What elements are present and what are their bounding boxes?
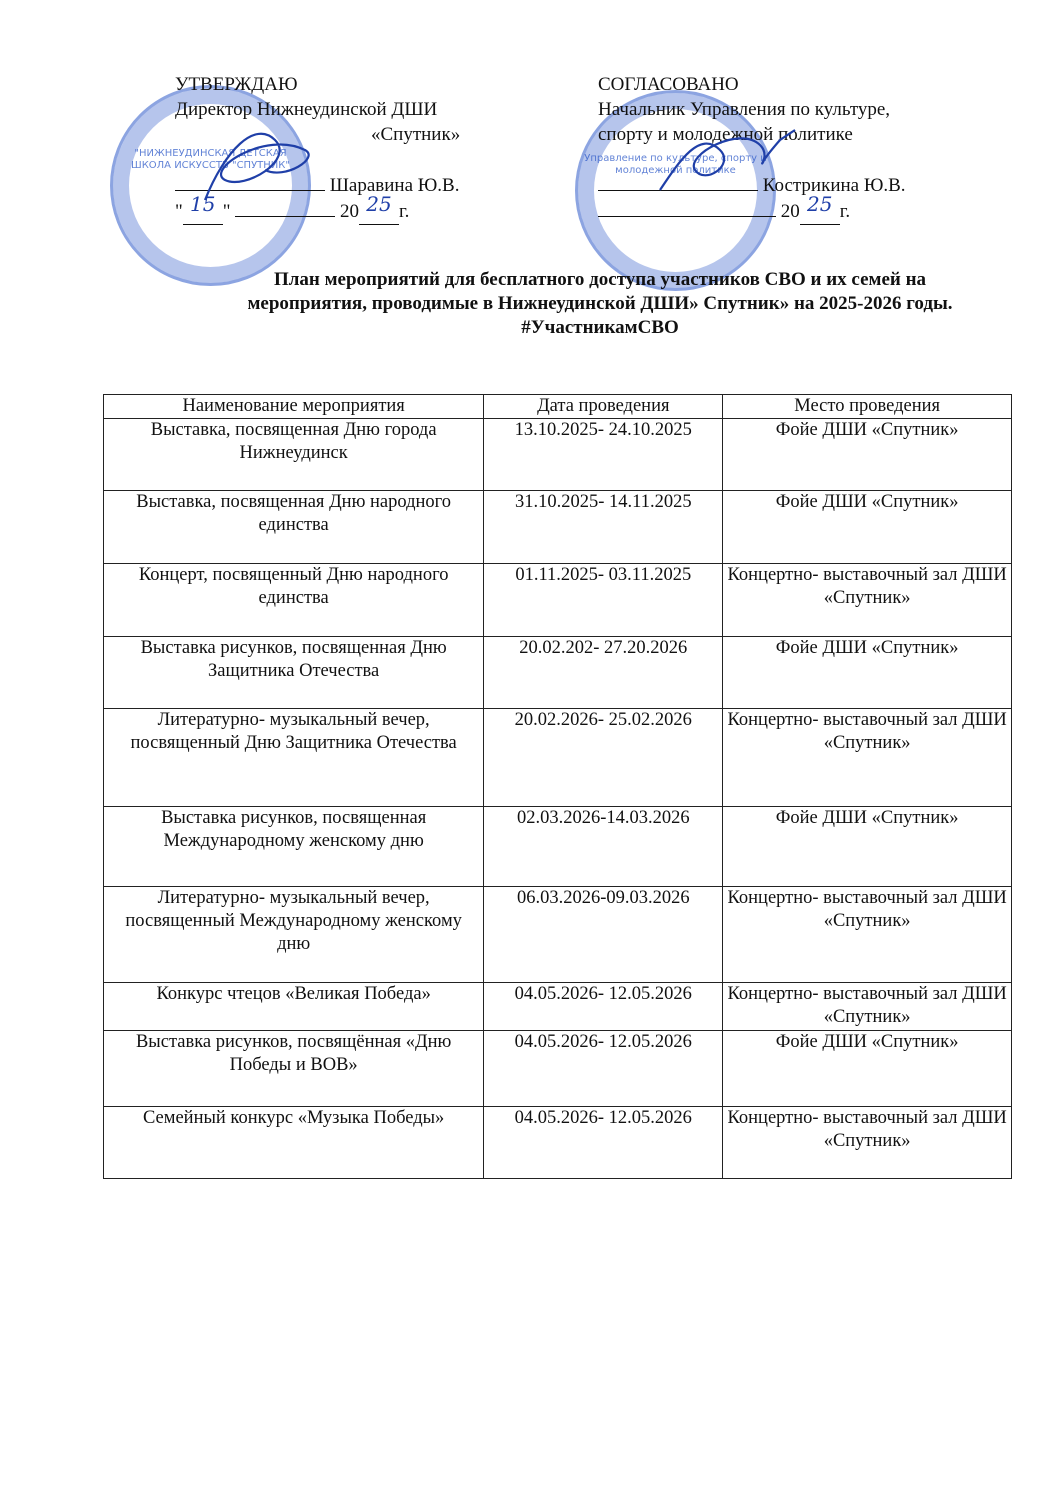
- year-unit: г.: [839, 201, 851, 222]
- table-row: [104, 637, 1012, 709]
- table-row: [104, 491, 1012, 564]
- approval-left-school: «Спутник»: [371, 124, 461, 145]
- quote-open: ": [175, 201, 183, 222]
- event-name: Выставка рисунков, посвященная Дню Защитника Отечества: [104, 637, 484, 709]
- event-place: Фойе ДШИ «Спутник»: [723, 419, 1012, 491]
- event-place: Концертно- выставочный зал ДШИ «Спутник»: [723, 709, 1012, 807]
- event-date: 02.03.2026-14.03.2026: [484, 807, 723, 887]
- approval-left-signer: Шаравина Ю.В.: [329, 175, 460, 196]
- event-date: 04.05.2026- 12.05.2026: [484, 1107, 723, 1179]
- event-date: 01.11.2025- 03.11.2025: [484, 564, 723, 637]
- event-date: 31.10.2025- 14.11.2025: [484, 491, 723, 564]
- director-signature: [185, 110, 335, 220]
- events-table: [103, 394, 1012, 1179]
- title-line-2: мероприятия, проводимые в Нижнеудинской ДШИ» Спутник» на 2025-2026 годы.: [247, 293, 953, 314]
- title-line-1: План мероприятий для бесплатного доступа участников СВО и их семей на: [273, 269, 927, 290]
- event-place: Фойе ДШИ «Спутник»: [723, 807, 1012, 887]
- year-prefix: 20: [340, 201, 360, 222]
- year-unit: г.: [399, 201, 410, 222]
- event-name: Литературно- музыкальный вечер, посвященный Международному женскому дню: [104, 887, 484, 983]
- event-name: Выставка рисунков, посвященная Международному женскому дню: [104, 807, 484, 887]
- event-place: Концертно- выставочный зал ДШИ «Спутник»: [723, 983, 1012, 1031]
- approval-left-position: Директор Нижнеудинской ДШИ: [175, 99, 438, 120]
- event-name: Выставка, посвященная Дню города Нижнеудинск: [104, 419, 484, 491]
- table-row: [104, 564, 1012, 637]
- quote-close: ": [222, 201, 231, 222]
- event-name: Литературно- музыкальный вечер, посвященный Дню Защитника Отечества: [104, 709, 484, 807]
- table-row: [104, 1107, 1012, 1179]
- event-date: 20.02.2026- 25.02.2026: [484, 709, 723, 807]
- document-title: [150, 268, 1050, 340]
- date-day: 15: [183, 198, 223, 225]
- approval-left-heading: УТВЕРЖДАЮ: [175, 74, 298, 95]
- year-suffix: 25: [359, 198, 399, 225]
- event-place: Фойе ДШИ «Спутник»: [723, 1031, 1012, 1107]
- year-suffix: 25: [800, 198, 840, 225]
- table-row: [104, 887, 1012, 983]
- event-name: Семейный конкурс «Музыка Победы»: [104, 1107, 484, 1179]
- table-row: [104, 807, 1012, 887]
- header-event-date: Дата проведения: [484, 395, 723, 419]
- year-prefix: 20: [780, 201, 800, 222]
- header-event-name: Наименование мероприятия: [104, 395, 484, 419]
- approval-right-heading: СОГЛАСОВАНО: [598, 74, 739, 95]
- event-date: 20.02.202- 27.20.2026: [484, 637, 723, 709]
- event-name: Выставка, посвященная Дню народного единства: [104, 491, 484, 564]
- event-date: 06.03.2026-09.03.2026: [484, 887, 723, 983]
- event-date: 04.05.2026- 12.05.2026: [484, 983, 723, 1031]
- table-row: [104, 983, 1012, 1031]
- table-row: [104, 419, 1012, 491]
- approval-right-signer: Кострикина Ю.В.: [762, 175, 906, 196]
- table-row: [104, 709, 1012, 807]
- event-place: Концертно- выставочный зал ДШИ «Спутник»: [723, 887, 1012, 983]
- table-header-row: [104, 395, 1012, 419]
- school-stamp-text: "НИЖНЕУДИНСКАЯ ДЕТСКАЯ ШКОЛА ИСКУССТВ "СПУТНИК": [131, 148, 290, 171]
- event-date: 04.05.2026- 12.05.2026: [484, 1031, 723, 1107]
- approval-right-position: Начальник Управления по культуре,: [598, 99, 891, 120]
- title-hashtag: #УчастникамСВО: [521, 317, 679, 338]
- event-name: Конкурс чтецов «Великая Победа»: [104, 983, 484, 1031]
- table-row: [104, 1031, 1012, 1107]
- event-name: Концерт, посвященный Дню народного единства: [104, 564, 484, 637]
- event-name: Выставка рисунков, посвящённая «Дню Победы и ВОВ»: [104, 1031, 484, 1107]
- approval-right-department: спорту и молодежной политике: [598, 124, 853, 145]
- department-stamp-text: Управление по культуре, спорту и молодежной политике: [584, 153, 767, 176]
- event-place: Концертно- выставочный зал ДШИ «Спутник»: [723, 1107, 1012, 1179]
- header-event-place: Место проведения: [723, 395, 1012, 419]
- event-date: 13.10.2025- 24.10.2025: [484, 419, 723, 491]
- event-place: Фойе ДШИ «Спутник»: [723, 637, 1012, 709]
- event-place: Концертно- выставочный зал ДШИ «Спутник»: [723, 564, 1012, 637]
- event-place: Фойе ДШИ «Спутник»: [723, 491, 1012, 564]
- head-signature: [650, 110, 800, 220]
